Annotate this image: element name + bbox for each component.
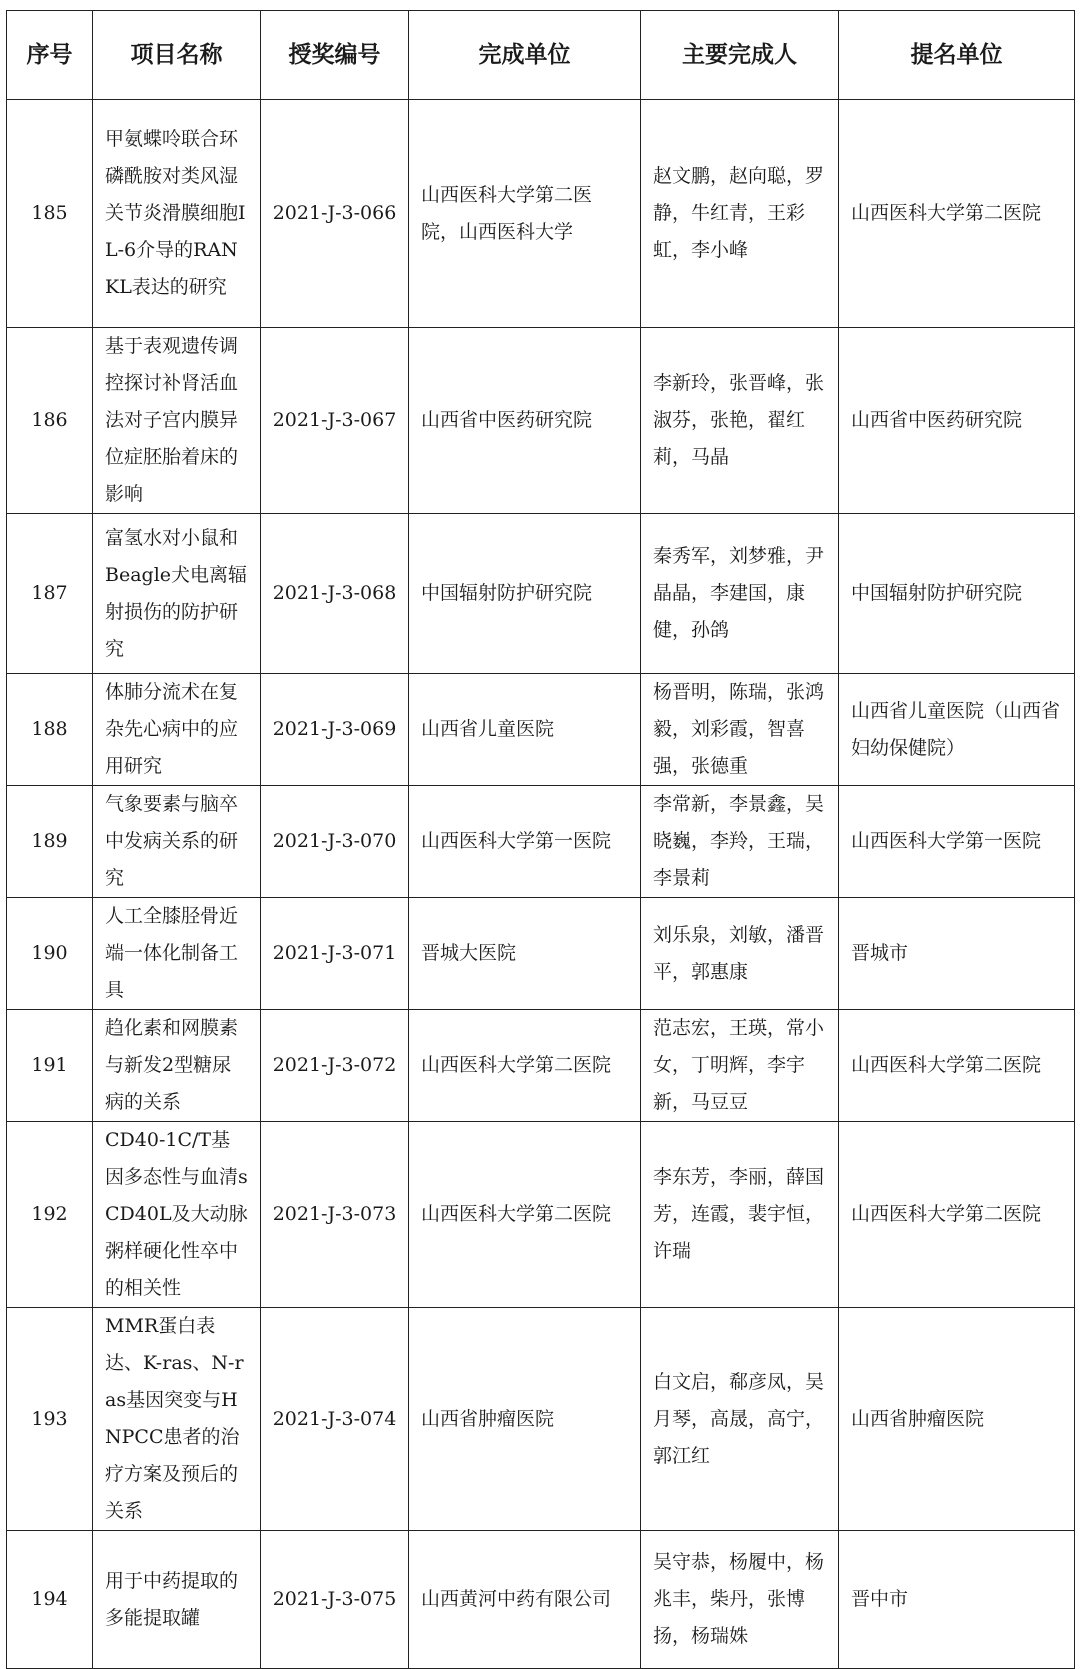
cell-unit: 山西省中医药研究院 [409, 328, 641, 514]
cell-project: 用于中药提取的多能提取罐 [93, 1531, 261, 1669]
table-row [7, 674, 1075, 786]
cell-code: 2021-J-3-066 [261, 100, 409, 328]
table-row [7, 1531, 1075, 1669]
header-seq: 序号 [7, 11, 93, 100]
cell-unit: 山西黄河中药有限公司 [409, 1531, 641, 1669]
cell-people: 杨晋明，陈瑞，张鸿毅，刘彩霞，智喜强，张德重 [641, 674, 839, 786]
cell-project: MMR蛋白表达、K-ras、N-ras基因突变与HNPCC患者的治疗方案及预后的关系 [93, 1308, 261, 1531]
cell-unit: 山西医科大学第二医院，山西医科大学 [409, 100, 641, 328]
cell-nominator: 晋城市 [839, 898, 1075, 1010]
header-nominator: 提名单位 [839, 11, 1075, 100]
table-row [7, 786, 1075, 898]
header-project: 项目名称 [93, 11, 261, 100]
cell-project: 人工全膝胫骨近端一体化制备工具 [93, 898, 261, 1010]
cell-seq: 193 [7, 1308, 93, 1531]
cell-seq: 191 [7, 1010, 93, 1122]
cell-people: 范志宏，王瑛，常小女，丁明辉，李宇新，马豆豆 [641, 1010, 839, 1122]
cell-nominator: 山西医科大学第一医院 [839, 786, 1075, 898]
cell-nominator: 山西医科大学第二医院 [839, 1122, 1075, 1308]
cell-nominator: 晋中市 [839, 1531, 1075, 1669]
cell-project: 体肺分流术在复杂先心病中的应用研究 [93, 674, 261, 786]
table-row [7, 328, 1075, 514]
cell-code: 2021-J-3-072 [261, 1010, 409, 1122]
cell-code: 2021-J-3-068 [261, 514, 409, 674]
cell-seq: 186 [7, 328, 93, 514]
cell-unit: 晋城大医院 [409, 898, 641, 1010]
table-body [7, 100, 1075, 1669]
header-unit: 完成单位 [409, 11, 641, 100]
cell-code: 2021-J-3-071 [261, 898, 409, 1010]
cell-project: 基于表观遗传调控探讨补肾活血法对子宫内膜异位症胚胎着床的影响 [93, 328, 261, 514]
header-row [7, 11, 1075, 100]
table-row [7, 100, 1075, 328]
table-row [7, 514, 1075, 674]
cell-project: 趋化素和网膜素与新发2型糖尿病的关系 [93, 1010, 261, 1122]
cell-nominator: 山西省儿童医院（山西省妇幼保健院） [839, 674, 1075, 786]
header-code: 授奖编号 [261, 11, 409, 100]
cell-project: CD40-1C/T基因多态性与血清sCD40L及大动脉粥样硬化性卒中的相关性 [93, 1122, 261, 1308]
cell-people: 李新玲，张晋峰，张淑芬，张艳，翟红莉，马晶 [641, 328, 839, 514]
cell-people: 白文启，郗彦凤，吴月琴，高晟，高宁，郭江红 [641, 1308, 839, 1531]
cell-project: 气象要素与脑卒中发病关系的研究 [93, 786, 261, 898]
header-people: 主要完成人 [641, 11, 839, 100]
cell-people: 李常新，李景鑫，吴晓巍，李羚，王瑞，李景莉 [641, 786, 839, 898]
cell-nominator: 山西省中医药研究院 [839, 328, 1075, 514]
cell-seq: 185 [7, 100, 93, 328]
cell-unit: 山西省儿童医院 [409, 674, 641, 786]
cell-seq: 190 [7, 898, 93, 1010]
cell-seq: 194 [7, 1531, 93, 1669]
cell-nominator: 山西省肿瘤医院 [839, 1308, 1075, 1531]
cell-unit: 中国辐射防护研究院 [409, 514, 641, 674]
cell-project: 富氢水对小鼠和Beagle犬电离辐射损伤的防护研究 [93, 514, 261, 674]
cell-project: 甲氨蝶呤联合环磷酰胺对类风湿关节炎滑膜细胞IL-6介导的RANKL表达的研究 [93, 100, 261, 328]
cell-nominator: 山西医科大学第二医院 [839, 1010, 1075, 1122]
table-row [7, 1122, 1075, 1308]
cell-code: 2021-J-3-069 [261, 674, 409, 786]
cell-seq: 189 [7, 786, 93, 898]
cell-people: 李东芳，李丽，薛国芳，连霞，裴宇恒，许瑞 [641, 1122, 839, 1308]
awards-table [6, 10, 1075, 1669]
cell-unit: 山西医科大学第二医院 [409, 1122, 641, 1308]
table-row [7, 1308, 1075, 1531]
table-row [7, 898, 1075, 1010]
cell-nominator: 中国辐射防护研究院 [839, 514, 1075, 674]
cell-people: 刘乐泉，刘敏，潘晋平，郭惠康 [641, 898, 839, 1010]
cell-people: 吴守恭，杨履中，杨兆丰，柴丹，张博扬，杨瑞姝 [641, 1531, 839, 1669]
cell-unit: 山西省肿瘤医院 [409, 1308, 641, 1531]
cell-unit: 山西医科大学第二医院 [409, 1010, 641, 1122]
cell-code: 2021-J-3-074 [261, 1308, 409, 1531]
cell-seq: 188 [7, 674, 93, 786]
cell-code: 2021-J-3-067 [261, 328, 409, 514]
cell-people: 赵文鹏，赵向聪，罗静，牛红青，王彩虹，李小峰 [641, 100, 839, 328]
cell-seq: 192 [7, 1122, 93, 1308]
cell-code: 2021-J-3-073 [261, 1122, 409, 1308]
cell-unit: 山西医科大学第一医院 [409, 786, 641, 898]
table-row [7, 1010, 1075, 1122]
cell-people: 秦秀军，刘梦雅，尹晶晶，李建国，康健，孙鸽 [641, 514, 839, 674]
cell-nominator: 山西医科大学第二医院 [839, 100, 1075, 328]
cell-seq: 187 [7, 514, 93, 674]
cell-code: 2021-J-3-075 [261, 1531, 409, 1669]
cell-code: 2021-J-3-070 [261, 786, 409, 898]
